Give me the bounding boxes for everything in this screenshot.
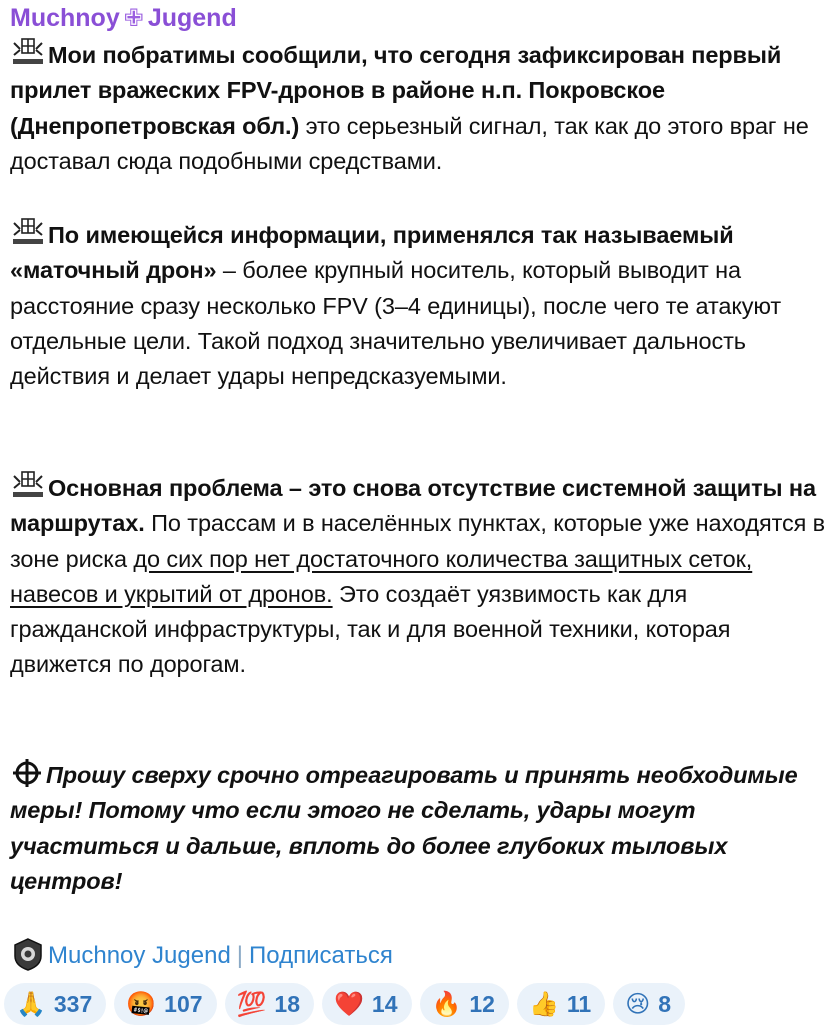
footer-separator: | [236, 942, 244, 969]
post-footer [10, 936, 393, 974]
reaction-count: 14 [371, 990, 398, 1017]
crying-face-icon: 😢 [625, 990, 651, 1018]
paragraph-3-text: По трассам и в населённых пунктах, которые уже находятся в зоне риска [10, 510, 826, 572]
reaction-fire[interactable] [420, 983, 509, 1025]
paragraph-1-text: это серьезный сигнал, так как до этого враг не доставал сюда подобными средствами. [10, 112, 809, 174]
paragraph-3-text-end: Это создаёт уязвимость как для гражданской инфраструктуры, так и для военной техники, которая движется по дорогам. [10, 580, 731, 678]
reaction-hundred-points[interactable] [225, 983, 314, 1025]
channel-avatar-icon [10, 936, 46, 972]
paragraph-2 [10, 217, 826, 394]
paragraph-3 [10, 470, 826, 683]
reaction-heart[interactable] [322, 983, 411, 1025]
reaction-count: 12 [469, 990, 495, 1017]
paragraph-3-underlined: до сих пор нет достаточного количества защитных сеток, навесов и укрытий от дронов. [10, 545, 753, 607]
paragraph-2-text: – более крупный носитель, который выводит на расстояние сразу несколько FPV (3–4 единицы), после чего те атакуют отдельные цели. Такой подход значительно увеличивает дальность действия и делает удары непредсказуемыми. [10, 257, 782, 390]
cursing-face-icon: 🤬 [126, 990, 157, 1018]
reaction-count: 8 [658, 990, 672, 1017]
channel-name-right: Jugend [147, 4, 237, 32]
subscribe-link[interactable]: Подписаться [249, 942, 393, 969]
regiment-emblem-icon [10, 37, 46, 67]
reaction-cursing-face[interactable] [114, 983, 216, 1025]
hundred-points-icon: 💯 [236, 990, 267, 1018]
paragraph-1 [10, 37, 826, 179]
channel-title[interactable] [10, 3, 237, 34]
reaction-pray[interactable] [4, 983, 106, 1025]
reaction-count: 18 [274, 990, 301, 1017]
fire-icon: 🔥 [431, 990, 462, 1018]
paragraph-3-bold: Основная проблема – это снова отсутствие системной защиты на маршрутах. [10, 475, 816, 537]
reaction-thumbs-up[interactable] [517, 983, 605, 1025]
pray-icon: 🙏 [16, 990, 46, 1018]
regiment-emblem-icon [10, 217, 46, 247]
paragraph-1-bold: Мои побратимы сообщили, что сегодня зафиксирован первый прилет вражеских FPV-дронов в районе н.п. Покровское (Днепропетровская обл.) [10, 42, 782, 139]
thumbs-up-icon: 👍 [528, 990, 559, 1018]
channel-link[interactable]: Muchnoy Jugend [48, 942, 231, 969]
crosshair-icon [10, 758, 46, 788]
paragraph-4 [10, 758, 826, 899]
reaction-crying-face[interactable] [613, 983, 685, 1025]
reaction-count: 337 [53, 990, 93, 1017]
heart-icon: ❤️ [334, 990, 364, 1018]
reaction-count: 11 [566, 990, 592, 1017]
cross-icon: ✙ [123, 5, 144, 32]
reactions-bar [4, 983, 685, 1025]
paragraph-2-bold: По имеющейся информации, применялся так называемый «маточный дрон» [10, 222, 734, 284]
channel-name-left: Muchnoy [10, 4, 120, 32]
paragraph-4-text: Прошу сверху срочно отреагировать и принять необходимые меры! Потому что если этого не сделать, удары могут участиться и дальше, вплоть до более глубоких тыловых центров! [10, 762, 798, 894]
reaction-count: 107 [164, 990, 203, 1017]
regiment-emblem-icon [10, 470, 46, 500]
